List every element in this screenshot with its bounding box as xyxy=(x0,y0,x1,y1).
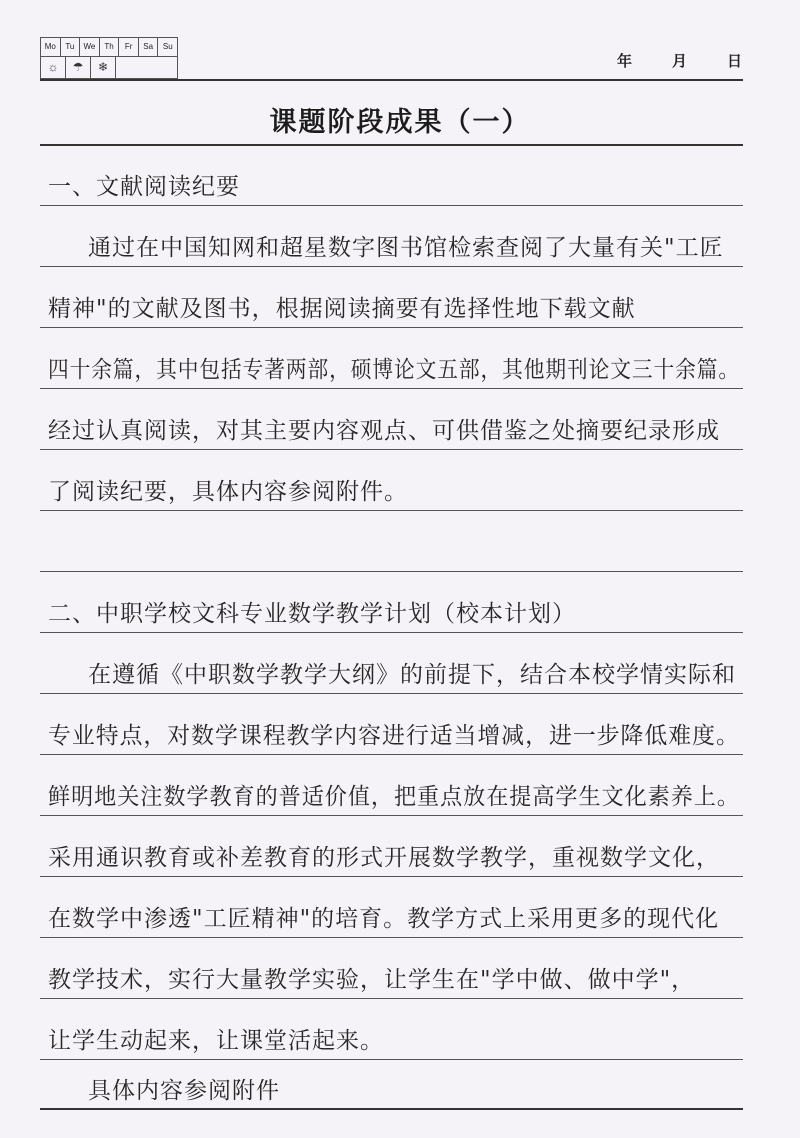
weekday-mo: Mo xyxy=(41,38,61,56)
ruled-line xyxy=(40,449,743,450)
date-field xyxy=(617,50,742,71)
weekday-su: Su xyxy=(162,42,173,51)
weekday-we: We xyxy=(80,38,100,56)
section2-line: 在遵循《中职数学教学大纲》的前提下，结合本校学情实际和 xyxy=(88,662,736,688)
section1-line: 精神"的文献及图书，根据阅读摘要有选择性地下载文献 xyxy=(48,296,636,322)
weekday-th: Th xyxy=(100,38,120,56)
section2-line: 在数学中渗透"工匠精神"的培育。教学方式上采用更多的现代化 xyxy=(48,906,720,932)
ruled-line xyxy=(40,998,743,999)
ruled-line xyxy=(40,1108,743,1110)
snow-icon: ❄ xyxy=(91,57,116,78)
weekday-weather-box xyxy=(40,37,178,79)
ruled-line xyxy=(40,571,743,572)
section1-line: 了阅读纪要，具体内容参阅附件。 xyxy=(48,479,408,505)
weekday-fr: Fr xyxy=(119,38,139,56)
section1-line: 通过在中国知网和超星数字图书馆检索查阅了大量有关"工匠 xyxy=(88,235,724,261)
sun-icon: ☼ xyxy=(41,57,66,78)
section2-line: 鲜明地关注数学教育的普适价值，把重点放在提高学生文化素养上。 xyxy=(48,784,740,810)
section2-heading: 二、中职学校文科专业数学教学计划（校本计划） xyxy=(48,601,576,627)
year-label: 年 xyxy=(616,52,632,70)
section1-line: 四十余篇，其中包括专著两部，硕博论文五部，其他期刊论文三十余篇。 xyxy=(48,357,740,383)
page-title: 课题阶段成果（一） xyxy=(269,107,531,138)
section2-line: 让学生动起来，让课堂活起来。 xyxy=(48,1028,384,1054)
ruled-line xyxy=(40,144,743,146)
ruled-line xyxy=(40,205,743,206)
section2-line: 采用通识教育或补差教育的形式开展数学教学，重视数学文化， xyxy=(48,845,720,871)
weather-row xyxy=(41,57,177,78)
ruled-line xyxy=(40,632,743,633)
ruled-line xyxy=(40,815,743,816)
section2-line: 专业特点，对数学课程教学内容进行适当增减，进一步降低难度。 xyxy=(48,723,740,749)
ruled-line xyxy=(40,937,743,938)
weekday-tu: Tu xyxy=(61,38,81,56)
day-label: 日 xyxy=(726,52,742,70)
section2-line: 教学技术，实行大量教学实验，让学生在"学中做、做中学"， xyxy=(48,967,696,993)
weekday-row xyxy=(41,38,177,57)
ruled-line xyxy=(40,693,743,694)
section1-line: 经过认真阅读，对其主要内容观点、可供借鉴之处摘要纪录形成 xyxy=(48,418,720,444)
ruled-line xyxy=(40,266,743,267)
ruled-line xyxy=(40,388,743,389)
ruled-line xyxy=(40,327,743,328)
weekday-sa: Sa xyxy=(139,38,159,56)
header-rule xyxy=(40,79,743,81)
ruled-line xyxy=(40,510,743,511)
ruled-line xyxy=(40,876,743,877)
cloud-rain-icon: ☂ xyxy=(66,57,91,78)
ruled-line xyxy=(40,754,743,755)
ruled-line xyxy=(40,1059,743,1060)
section2-line: 具体内容参阅附件 xyxy=(88,1078,280,1104)
section1-heading: 一、文献阅读纪要 xyxy=(48,174,240,200)
month-label: 月 xyxy=(671,52,687,70)
